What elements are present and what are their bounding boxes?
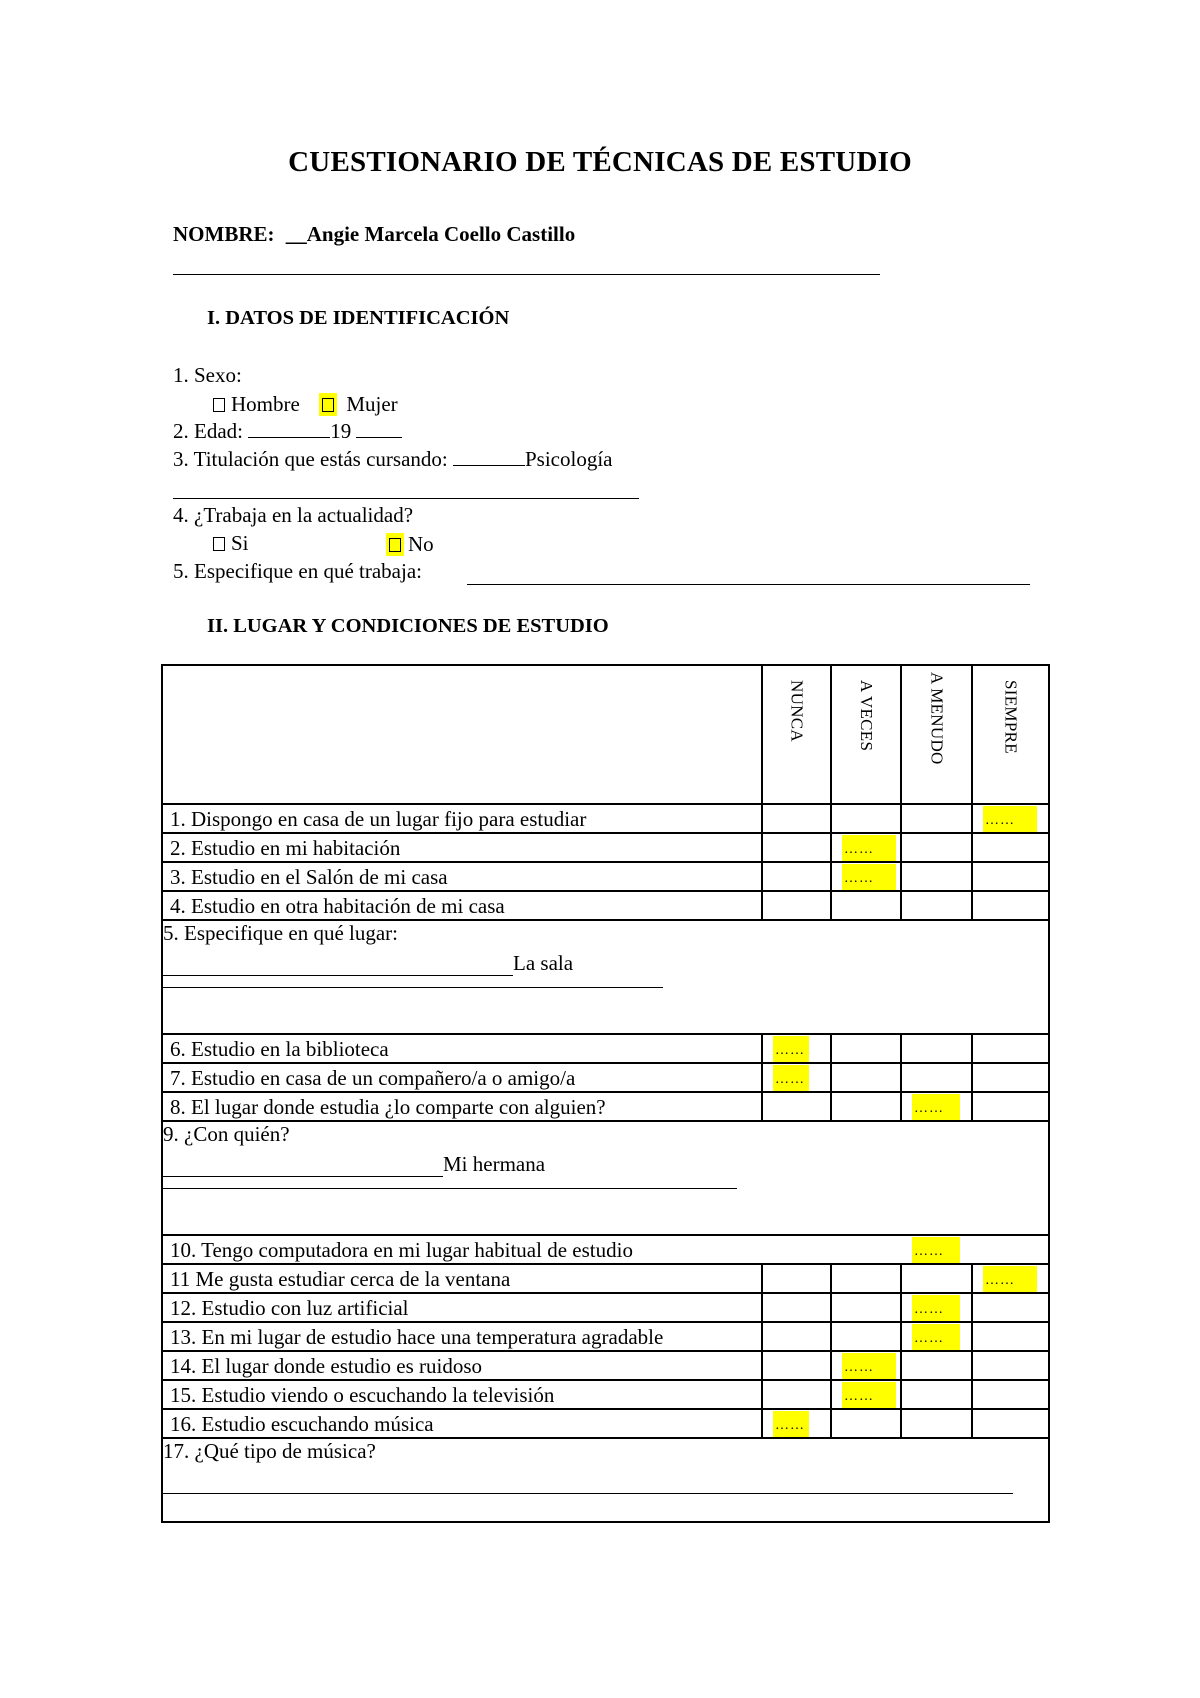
option-mujer-label: Mujer: [346, 392, 398, 416]
name-prefix: __: [285, 222, 307, 246]
answer-cell-a-veces[interactable]: [831, 833, 901, 862]
answer-cell-a-menudo[interactable]: [901, 1092, 972, 1121]
name-field: [173, 224, 575, 245]
answer-cell-a-veces[interactable]: [831, 1409, 901, 1438]
answer-mark-highlight: ……: [983, 1266, 1037, 1292]
study-conditions-table: [161, 664, 1050, 1523]
answer-underline-2: [163, 987, 663, 988]
answer-cell-siempre[interactable]: [972, 891, 1049, 920]
name-underline: [173, 274, 880, 275]
row-label: 9. ¿Con quién?: [163, 1122, 290, 1146]
answer-cell-nunca[interactable]: [762, 1264, 831, 1293]
column-header-a-veces: A VECES: [831, 665, 901, 804]
answer-cell-a-menudo[interactable]: [901, 804, 972, 833]
answer-cell-siempre[interactable]: [972, 862, 1049, 891]
answer-cell-siempre[interactable]: [972, 1322, 1049, 1351]
answer-cell-a-menudo[interactable]: [901, 833, 972, 862]
answer-mark-highlight: ……: [773, 1036, 809, 1062]
answer-mark-highlight: ……: [912, 1295, 960, 1321]
answer-mark-highlight: ……: [773, 1411, 809, 1437]
answer-cell-nunca[interactable]: [762, 804, 831, 833]
answer-cell-siempre[interactable]: [972, 1264, 1049, 1293]
table-row: [162, 1063, 1049, 1092]
row-label: 16. Estudio escuchando música: [162, 1409, 762, 1438]
answer-cell-a-veces[interactable]: [831, 1034, 901, 1063]
section-1-heading: I. DATOS DE IDENTIFICACIÓN: [207, 307, 510, 329]
answer-cell-a-menudo[interactable]: [901, 862, 972, 891]
column-header-siempre: SIEMPRE: [972, 665, 1049, 804]
column-header-a-menudo: A MENUDO: [901, 665, 972, 804]
answer-cell-a-veces[interactable]: [831, 891, 901, 920]
answer-line: [163, 1469, 1048, 1493]
answer-mark-highlight: ……: [983, 806, 1037, 832]
q3-blank: [453, 451, 525, 466]
answer-mark-highlight: ……: [912, 1324, 960, 1350]
table-row: [162, 1235, 1049, 1264]
answer-cell-siempre[interactable]: [972, 1063, 1049, 1092]
answer-cell-siempre[interactable]: [972, 1092, 1049, 1121]
answer-cell-a-menudo[interactable]: [901, 1293, 972, 1322]
q3-label: 3. Titulación que estás cursando:: [173, 447, 448, 471]
answer-cell-a-veces[interactable]: [831, 862, 901, 891]
q1-options: [213, 393, 398, 416]
answer-underline: [163, 1473, 1013, 1494]
q1-label: 1. Sexo:: [173, 363, 242, 387]
column-header-nunca: NUNCA: [762, 665, 831, 804]
answer-cell-a-veces[interactable]: [831, 1293, 901, 1322]
option-hombre-label: Hombre: [231, 392, 300, 416]
row-label: 7. Estudio en casa de un compañero/a o amigo/a: [162, 1063, 762, 1092]
row-label: 13. En mi lugar de estudio hace una temperatura agradable: [162, 1322, 762, 1351]
table-row: [162, 1034, 1049, 1063]
document-title: CUESTIONARIO DE TÉCNICAS DE ESTUDIO: [288, 146, 912, 178]
option-si-label: Si: [231, 531, 249, 555]
option-no-label: No: [408, 532, 434, 556]
row-label: 3. Estudio en el Salón de mi casa: [162, 862, 762, 891]
q2-label: 2. Edad:: [173, 419, 243, 443]
answer-cell-siempre[interactable]: [972, 1409, 1049, 1438]
answer-cell-a-menudo[interactable]: [901, 1322, 972, 1351]
answer-cell-siempre[interactable]: [972, 804, 1049, 833]
answer-cell-a-menudo[interactable]: [901, 1351, 972, 1380]
table-row: [162, 1264, 1049, 1293]
row-label: 14. El lugar donde estudio es ruidoso: [162, 1351, 762, 1380]
q2-value: 19: [330, 419, 352, 443]
row-label: 10. Tengo computadora en mi lugar habitual de estudio ……: [162, 1235, 1049, 1264]
q4-option-no: [386, 533, 434, 556]
table-row: [162, 1121, 1049, 1235]
q3-underline: [173, 498, 639, 499]
row-label: 15. Estudio viendo o escuchando la televisión: [162, 1380, 762, 1409]
table-row: [162, 920, 1049, 1034]
table-row: [162, 1293, 1049, 1322]
answer-underline-2: [163, 1188, 737, 1189]
answer-mark-highlight: ……: [842, 1382, 896, 1408]
answer-mark-highlight: ……: [912, 1237, 960, 1263]
answer-cell-nunca[interactable]: [762, 1293, 831, 1322]
table-row: [162, 833, 1049, 862]
q5-underline[interactable]: [467, 584, 1030, 585]
answer-cell-a-menudo[interactable]: [901, 1063, 972, 1092]
table-row: [162, 1438, 1049, 1522]
answer-cell-siempre[interactable]: [972, 1380, 1049, 1409]
checkbox-no[interactable]: [389, 538, 401, 552]
answer-cell-nunca[interactable]: [762, 1409, 831, 1438]
q2-blank-left: [248, 423, 330, 438]
table-row: [162, 1322, 1049, 1351]
table-row: [162, 1380, 1049, 1409]
table-row: [162, 891, 1049, 920]
answer-cell-a-veces[interactable]: [831, 1092, 901, 1121]
answer-cell-nunca[interactable]: [762, 862, 831, 891]
answer-cell-a-menudo[interactable]: [901, 1264, 972, 1293]
section-2-heading: II. LUGAR Y CONDICIONES DE ESTUDIO: [207, 615, 609, 637]
name-value: Angie Marcela Coello Castillo: [306, 222, 576, 246]
answer-line: [163, 951, 1048, 975]
answer-mark-highlight: ……: [773, 1065, 809, 1091]
free-text-cell[interactable]: [162, 1121, 1049, 1235]
answer-cell-a-veces[interactable]: [831, 1380, 901, 1409]
answer-cell-nunca[interactable]: [762, 891, 831, 920]
row-label: 17. ¿Qué tipo de música?: [163, 1439, 376, 1463]
row-label: 6. Estudio en la biblioteca: [162, 1034, 762, 1063]
answer-cell-nunca[interactable]: [762, 1322, 831, 1351]
free-text-cell[interactable]: [162, 920, 1049, 1034]
row-label: 4. Estudio en otra habitación de mi casa: [162, 891, 762, 920]
table-row: [162, 1409, 1049, 1438]
answer-value: Mi hermana: [443, 1152, 546, 1176]
answer-cell-nunca[interactable]: [762, 1380, 831, 1409]
answer-cell-nunca[interactable]: [762, 1034, 831, 1063]
answer-cell-siempre[interactable]: [972, 833, 1049, 862]
row-label: 2. Estudio en mi habitación: [162, 833, 762, 862]
free-text-cell[interactable]: [162, 1438, 1049, 1522]
answer-mark-highlight: ……: [842, 835, 896, 861]
answer-underline: [163, 1156, 443, 1177]
q2-blank-right: [356, 423, 402, 438]
answer-cell-nunca[interactable]: [762, 833, 831, 862]
answer-cell-a-veces[interactable]: [831, 1322, 901, 1351]
answer-underline: [163, 955, 513, 976]
table-row: [162, 1092, 1049, 1121]
answer-cell-a-veces[interactable]: [831, 1351, 901, 1380]
name-label: NOMBRE:: [173, 222, 275, 246]
q3-row: [173, 449, 612, 470]
row-label: 1. Dispongo en casa de un lugar fijo para estudiar: [162, 804, 762, 833]
q4-option-si: [213, 533, 249, 554]
row-label: 12. Estudio con luz artificial: [162, 1293, 762, 1322]
table-header-row: [162, 665, 1049, 804]
answer-cell-a-menudo[interactable]: [901, 1409, 972, 1438]
answer-cell-a-veces[interactable]: [831, 1264, 901, 1293]
q3-value: Psicología: [524, 447, 613, 471]
answer-line: [163, 1152, 1048, 1176]
answer-cell-nunca[interactable]: [762, 1092, 831, 1121]
q2-row: [173, 421, 402, 442]
answer-cell-a-veces[interactable]: [831, 804, 901, 833]
answer-cell-a-menudo[interactable]: [901, 1380, 972, 1409]
q5-label: 5. Especifique en qué trabaja:: [173, 559, 422, 583]
table-row: [162, 1351, 1049, 1380]
answer-cell-a-menudo[interactable]: [901, 891, 972, 920]
checkbox-mujer[interactable]: [322, 398, 334, 412]
row-label: 11 Me gusta estudiar cerca de la ventana: [162, 1264, 762, 1293]
answer-cell-nunca[interactable]: [762, 1063, 831, 1092]
answer-cell-siempre[interactable]: [972, 1034, 1049, 1063]
header-empty-cell: [162, 665, 762, 804]
answer-cell-a-menudo[interactable]: [901, 1034, 972, 1063]
table-row: [162, 862, 1049, 891]
row-label: 5. Especifique en qué lugar:: [163, 921, 398, 945]
answer-value: La sala: [513, 951, 574, 975]
answer-mark-highlight: ……: [912, 1094, 960, 1120]
q4-label: 4. ¿Trabaja en la actualidad?: [173, 503, 414, 527]
answer-cell-nunca[interactable]: [762, 1351, 831, 1380]
answer-cell-siempre[interactable]: [972, 1351, 1049, 1380]
answer-cell-a-veces[interactable]: [831, 1063, 901, 1092]
answer-mark-highlight: ……: [842, 864, 896, 890]
row-label: 8. El lugar donde estudia ¿lo comparte con alguien?: [162, 1092, 762, 1121]
checkbox-no-highlight: [386, 533, 404, 556]
answer-cell-siempre[interactable]: [972, 1293, 1049, 1322]
checkbox-hombre[interactable]: [213, 398, 225, 412]
answer-mark-highlight: ……: [842, 1353, 896, 1379]
table-row: [162, 804, 1049, 833]
checkbox-si[interactable]: [213, 537, 225, 551]
checkbox-mujer-highlight: [319, 393, 337, 416]
